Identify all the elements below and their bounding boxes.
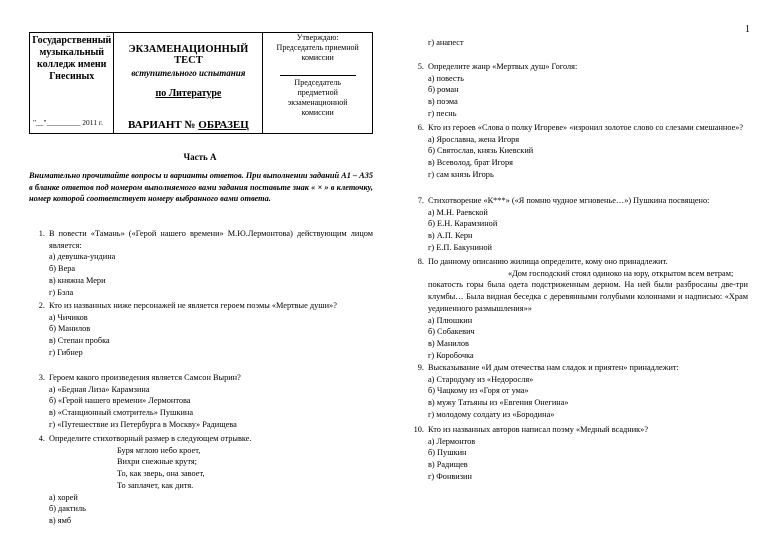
answer-option: б) «Герой нашего времени» Лермонтова [49,396,191,406]
question-2: 2. Кто из названных ниже персонажей не является героем поэмы «Мертвые души»? а) Чичиков б) Манилов в) Степан пробка г) Гибнер [29,300,373,359]
question-text: Кто из названных ниже персонажей не является героем поэмы «Мертвые души»? [49,301,337,310]
exam-title-cell [114,33,263,134]
answer-option: г) сам князь Игорь [428,169,494,179]
answer-option: г) Коробочка [428,350,474,360]
answer-option: в) Манилов [428,338,469,348]
answer-option: г) молодому солдату из «Бородина» [428,409,555,419]
answer-option: в) А.П. Керн [428,231,473,241]
answer-option: б) Чацкому из «Горя от ума» [428,386,529,396]
exam-header-table [29,32,373,134]
answer-option: б) роман [428,85,459,95]
answer-option: в) мужу Татьяны из «Евгения Онегина» [428,398,569,408]
answer-option: б) дактиль [49,504,86,514]
quoted-passage: «Дом господский стоял одиноко на юру, открытом всем ветрам; покатость горы была одета подстриженным дерном. На ней были разбросаны две-три клумбы… Была видная беседка с деревянными голубыми колоннами и надписью: «Храм уединенного размышления»» [428,268,748,313]
question-1: 1. В повести «Тамань» («Герой нашего времени» М.Ю.Лермонтова) действующим лицом является: а) девушка-ундина б) Вера в) княжна Мери г) Бэла [38,229,373,297]
question-text: Определите жанр «Мертвых душ» Гоголя: [428,62,578,71]
question-5: 5. Определите жанр «Мертвых душ» Гоголя: а) повесть б) роман в) поэма г) песнь [408,61,748,120]
question-10: 10. Кто из названных авторов написал поэму «Медный всадник»? а) Лермонтов б) Пушкин в) Радищев г) Фонвизин [408,424,748,483]
answer-option: а) Ярославна, жена Игоря [428,134,520,144]
answer-option: а) хорей [49,492,78,502]
exam-subject: по Литературе [155,88,222,99]
answer-option: г) Гибнер [49,347,83,357]
question-text: По данному описанию жилища определите, кому оно принадлежит. [428,257,668,266]
answer-option: а) девушка-ундина [49,252,116,262]
answer-option: г) Бэла [49,287,74,297]
answer-option: а) повесть [428,73,464,83]
answer-option: б) Собакевич [428,327,475,337]
answer-option: а) Плюшкин [428,315,473,325]
answer-option: б) Е.Н. Карамзиной [428,219,498,229]
exam-subtitle: вступительного испытания [131,68,246,78]
answer-option: б) Манилов [49,324,91,334]
answer-option: в) поэма [428,97,458,107]
variant-heading: ВАРИАНТ № ОБРАЗЕЦ [128,119,249,131]
college-name: Государственный музыкальный колледж имени Гнесиных [32,35,112,82]
question-9: 9. Высказывание «И дым отечества нам сладок и приятен» принадлежит: а) Стародуму из «Недоросля» б) Чацкому из «Горя от ума» в) мужу Татьяны из «Евгения Онегина» г) молодому солдату из «Бородина» [408,362,748,421]
answer-option: а) Стародуму из «Недоросля» [428,374,534,384]
question-8: 8. По данному описанию жилища определите, кому оно принадлежит. «Дом господский стоял одиноко на юру, открытом всем ветрам; покатость горы была одета подстриженным дерном. На ней были разбросаны две-три клумбы… Была видная беседка с деревянными голубыми колоннами и надписью: «Храм уединенного размышления»» а) Плюшкин б) Собакевич в) Манилов г) Коробочка [417,257,748,360]
answer-option: в) Степан пробка [49,336,110,346]
answer-option: г) Фонвизин [428,471,472,481]
answer-option: б) Вера [49,264,76,274]
question-text: Кто из героев «Слова о полку Игореве» «изронил золотое слово со слезами смешанное»? [428,123,744,132]
answer-option: а) М.Н. Раевской [428,207,488,217]
question-text: Определите стихотворный размер в следующем отрывке. [49,434,252,443]
question-text: Стихотворение «К***» («Я помню чудное мгновенье…») Пушкина посвящено: [428,196,710,205]
date-field: "__"_________ 2011 г. [33,118,103,127]
poem-line: То, как зверь, она завоет, [117,469,205,479]
answer-option: а) «Бедная Лиза» Карамзина [49,384,150,394]
question-3: 3. Героем какого произведения является Самсон Вырин? а) «Бедная Лиза» Карамзина б) «Герой нашего времени» Лермонтова в) «Станционный смотритель» Пушкина г) «Путешествие из Петербурга в Москву» Радищева [29,372,373,431]
question-6: 6. Кто из героев «Слова о полку Игореве» «изронил золотое слово со слезами смешанное»? а) Ярославна, жена Игоря б) Святослав, князь Киевский в) Всеволод, брат Игоря г) сам князь Игорь [408,122,748,181]
answer-option: г) Е.П. Бакуниной [428,242,492,252]
answer-option: в) Всеволод, брат Игоря [428,158,513,168]
poem-line: Вихри снежные крутя; [117,457,197,467]
instructions: Внимательно прочитайте вопросы и варианты ответов. При выполнении заданий А1 – А35 в бланке ответов под номером выполняемого вами задания поставьте знак « × » в клеточку, номер которой соответствует номеру выбранного вами ответа. [29,171,373,204]
answer-option: в) «Станционный смотритель» Пушкина [49,408,194,418]
question-text: Героем какого произведения является Самсон Вырин? [49,373,241,382]
answer-option: г) анапест [428,38,464,47]
answer-option: б) Святослав, князь Киевский [428,146,534,156]
college-cell [30,33,114,134]
answer-option: в) княжна Мери [49,275,106,285]
exam-title: ЭКЗАМЕНАЦИОННЫЙ ТЕСТ [128,44,249,66]
question-4-continued [408,37,748,49]
question-7: 7. Стихотворение «К***» («Я помню чудное мгновенье…») Пушкина посвящено: а) М.Н. Раевской б) Е.Н. Карамзиной в) А.П. Керн г) Е.П. Бакуниной [408,195,748,254]
question-text: Высказывание «И дым отечества нам сладок и приятен» принадлежит: [428,363,679,372]
answer-option: в) ямб [49,515,72,525]
poem-line: То заплачет, как дитя. [117,480,194,490]
question-4: 4. Определите стихотворный размер в следующем отрывке. Буря мглою небо кроет, Вихри снежные крутя; То, как зверь, она завоет, То заплачет, как дитя. а) хорей б) дактиль в) ямб [29,433,373,527]
variant-value: ОБРАЗЕЦ [198,119,249,131]
question-text: Кто из названных авторов написал поэму «Медный всадник»? [428,425,649,434]
answer-option: г) «Путешествие из Петербурга в Москву» Радищева [49,419,237,429]
question-text: В повести «Тамань» («Герой нашего времени» М.Ю.Лермонтова) действующим лицом является: [49,229,373,250]
answer-option: а) Лермонтов [428,436,476,446]
approval-cell: Утверждаю: Председатель приемной комиссии Председатель предметной экзаменационной комиссии [263,33,373,134]
answer-option: г) песнь [428,108,457,118]
part-title: Часть А [183,152,217,162]
answer-option: а) Чичиков [49,312,88,322]
signature-line [280,69,356,76]
answer-option: б) Пушкин [428,448,467,458]
answer-option: в) Радищев [428,460,468,470]
poem-line: Буря мглою небо кроет, [117,445,201,455]
page-number: 1 [745,24,750,35]
